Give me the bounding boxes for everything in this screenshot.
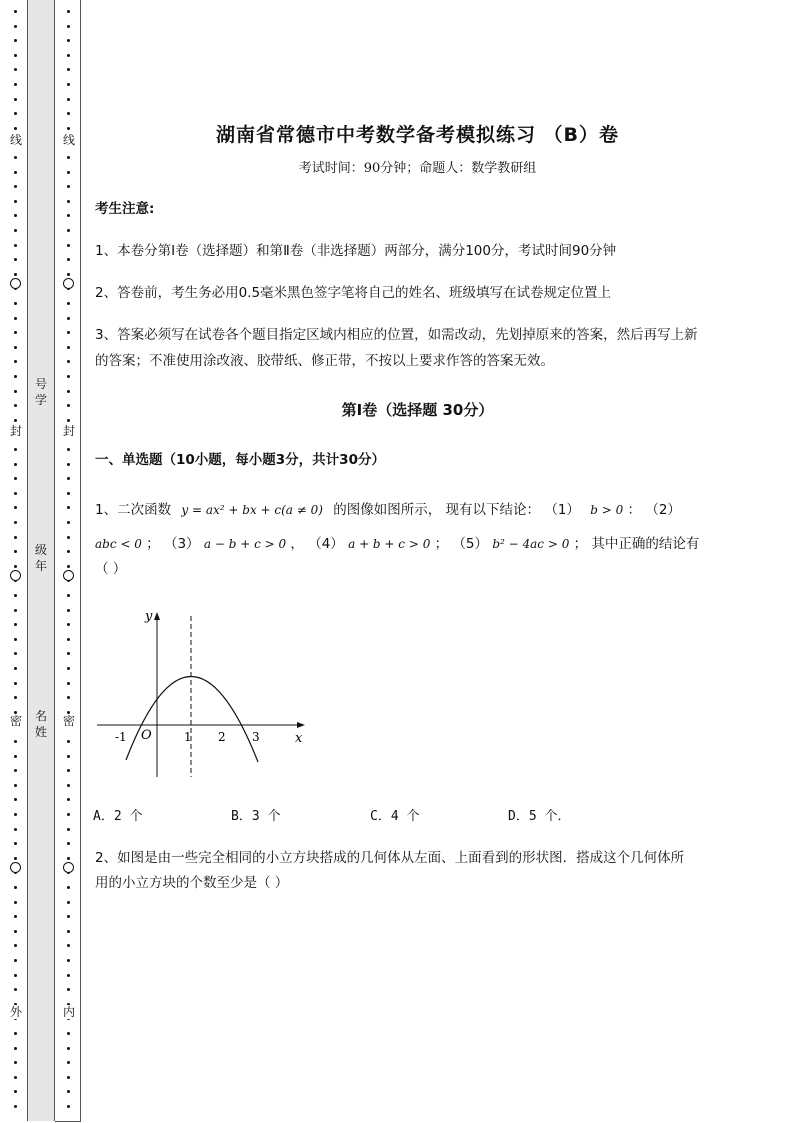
- seal-dot: [67, 1032, 70, 1035]
- seal-dot: [67, 83, 70, 86]
- part1-title: 第I卷（选择题 30分）: [341, 401, 494, 419]
- seal-dot: [67, 901, 70, 904]
- seal-dot: [67, 813, 70, 816]
- seal-dot: [67, 1061, 70, 1064]
- q1-cond-2: abc < 0: [95, 537, 142, 551]
- seal-dot: [14, 550, 17, 553]
- seal-dot: [67, 156, 70, 159]
- seal-dot: [14, 828, 17, 831]
- field-grade: [28, 542, 54, 574]
- q1-text-b: 的图像如图所示， 现有以下结论： （1）: [333, 502, 580, 518]
- seal-dot: [14, 39, 17, 42]
- seal-dot: [67, 609, 70, 612]
- seal-dot: [67, 346, 70, 349]
- inner-dotted-line: [62, 0, 76, 1123]
- field-name: [28, 708, 54, 740]
- notice-item-3: 3、答案必须写在试卷各个题目指定区域内相应的位置，如需改动，先划掉原来的答案，然后再写上新: [95, 327, 698, 343]
- seal-dot: [67, 828, 70, 831]
- seal-dot: [67, 39, 70, 42]
- seal-dot: [14, 769, 17, 772]
- seal-dot: [14, 974, 17, 977]
- seal-dot: [67, 740, 70, 743]
- seal-dot: [67, 915, 70, 918]
- seal-dot: [14, 667, 17, 670]
- seal-dot: [14, 755, 17, 758]
- seal-dot: [67, 448, 70, 451]
- seal-dot: [67, 1047, 70, 1050]
- inner-seal-char-1: 线: [62, 133, 75, 147]
- inner-seal-char-7: 内: [62, 1005, 75, 1019]
- tick-label-1: 1: [184, 730, 192, 744]
- question-1: [95, 497, 745, 523]
- inner-seal-char-3: 封: [62, 424, 75, 438]
- exam-subtitle: 考试时间：90分钟；命题人：数学教研组: [298, 161, 537, 176]
- seal-dot: [14, 302, 17, 305]
- seal-dot: [14, 696, 17, 699]
- field-char: 姓: [34, 725, 47, 739]
- seal-dot: [14, 25, 17, 28]
- seal-dot: [14, 127, 17, 130]
- seal-dot: [14, 375, 17, 378]
- seal-dot: [67, 842, 70, 845]
- q1-function: y = ax² + bx + c(a ≠ 0): [181, 503, 323, 517]
- seal-dot: [67, 360, 70, 363]
- y-axis-label: y: [145, 609, 153, 624]
- question-2-line-2: 用的小立方块的个数至少是（ ）: [95, 875, 289, 891]
- seal-dot: [67, 112, 70, 115]
- seal-dot: [67, 25, 70, 28]
- seal-dot: [14, 506, 17, 509]
- seal-dot: [67, 171, 70, 174]
- seal-dot: [14, 521, 17, 524]
- seal-dot: [14, 331, 17, 334]
- origin-label: O: [141, 728, 152, 743]
- seal-dot: [14, 959, 17, 962]
- seal-dot: [14, 1105, 17, 1108]
- seal-dot: [14, 1032, 17, 1035]
- q1-sep-4: ； （5）: [434, 536, 489, 552]
- seal-dot: [14, 200, 17, 203]
- seal-dot: [67, 492, 70, 495]
- seal-dot: [67, 258, 70, 261]
- seal-dot: [67, 477, 70, 480]
- outer-seal-char-5: 密: [9, 714, 22, 728]
- seal-dot: [14, 273, 17, 276]
- seal-dot: [14, 638, 17, 641]
- seal-dot: [14, 1061, 17, 1064]
- seal-dot: [14, 609, 17, 612]
- seal-dot: [14, 565, 17, 568]
- x-axis-label: x: [295, 731, 303, 746]
- seal-dot: [67, 244, 70, 247]
- q1-text-a: 1、二次函数: [95, 502, 172, 518]
- outer-seal-circle-2: [10, 570, 21, 581]
- q1-option-c[interactable]: C．4 个: [370, 809, 420, 824]
- q1-tail: ； 其中正确的结论有: [573, 536, 700, 552]
- seal-dot: [14, 463, 17, 466]
- q1-cond-5: b² − 4ac > 0: [492, 537, 570, 551]
- seal-dot: [67, 390, 70, 393]
- seal-dot: [67, 638, 70, 641]
- seal-dot: [67, 185, 70, 188]
- seal-dot: [14, 477, 17, 480]
- parabola-graph: [93, 602, 313, 782]
- seal-dot: [14, 944, 17, 947]
- seal-dot: [14, 156, 17, 159]
- seal-dot: [14, 652, 17, 655]
- outer-seal-circle-1: [10, 278, 21, 289]
- seal-dot: [14, 390, 17, 393]
- seal-dot: [14, 68, 17, 71]
- seal-dot: [14, 360, 17, 363]
- q1-sep-3: ， （4）: [290, 536, 344, 552]
- seal-dot: [67, 1105, 70, 1108]
- notice-heading: 考生注意:: [95, 201, 155, 217]
- inner-seal-line: [62, 0, 76, 1123]
- field-student-id: [28, 376, 54, 408]
- x-axis-arrow: [297, 722, 305, 728]
- seal-dot: [14, 98, 17, 101]
- seal-dot: [67, 54, 70, 57]
- seal-dot: [14, 492, 17, 495]
- seal-dot: [67, 229, 70, 232]
- q1-cond-1: b > 0: [590, 503, 624, 517]
- seal-dot: [67, 652, 70, 655]
- seal-dot: [67, 273, 70, 276]
- seal-dot: [67, 857, 70, 860]
- seal-dot: [14, 901, 17, 904]
- outer-seal-char-1: 线: [9, 133, 22, 147]
- seal-dot: [14, 813, 17, 816]
- seal-dot: [67, 798, 70, 801]
- notice-item-2: 2、答卷前，考生务必用0.5毫米黑色签字笔将自己的姓名、班级填写在试卷规定位置上: [95, 285, 612, 301]
- seal-dot: [67, 784, 70, 787]
- field-char: 学: [34, 393, 47, 407]
- tick-label-neg1: -1: [115, 730, 127, 744]
- seal-dot: [14, 258, 17, 261]
- seal-dot: [14, 185, 17, 188]
- parabola-curve: [126, 676, 258, 762]
- seal-dot: [14, 54, 17, 57]
- seal-dot: [14, 171, 17, 174]
- exam-title: 湖南省常德市中考数学备考模拟练习 （B）卷: [215, 124, 620, 146]
- seal-dot: [14, 244, 17, 247]
- seal-dot: [14, 229, 17, 232]
- seal-dot: [14, 448, 17, 451]
- q1-sep-2: ； （3）: [146, 536, 200, 552]
- field-char: 号: [34, 377, 47, 391]
- seal-dot: [67, 959, 70, 962]
- notice-item-3-cont: 的答案；不准使用涂改液、胶带纸、修正带，不按以上要求作答的答案无效。: [95, 353, 554, 369]
- seal-dot: [67, 10, 70, 13]
- notice-item-1: 1、本卷分第I卷（选择题）和第Ⅱ卷（非选择题）两部分，满分100分，考试时间90分钟: [95, 243, 617, 259]
- outer-seal-char-7: 外: [9, 1005, 22, 1019]
- seal-dot: [67, 506, 70, 509]
- seal-dot: [14, 842, 17, 845]
- seal-dot: [67, 974, 70, 977]
- seal-dot: [14, 886, 17, 889]
- seal-dot: [67, 127, 70, 130]
- seal-dot: [67, 375, 70, 378]
- seal-dot: [14, 988, 17, 991]
- q1-option-d[interactable]: D．5 个．: [508, 809, 571, 824]
- seal-dot: [14, 317, 17, 320]
- inner-seal-circle-1: [63, 278, 74, 289]
- seal-dot: [67, 930, 70, 933]
- field-char: 年: [34, 559, 47, 573]
- seal-dot: [67, 214, 70, 217]
- seal-dot: [14, 930, 17, 933]
- seal-dot: [14, 404, 17, 407]
- seal-dot: [14, 740, 17, 743]
- seal-dot: [67, 682, 70, 685]
- seal-dot: [67, 404, 70, 407]
- seal-dot: [67, 988, 70, 991]
- seal-dot: [14, 419, 17, 422]
- seal-dot: [67, 536, 70, 539]
- seal-dot: [67, 886, 70, 889]
- question-1-line-2: [95, 531, 745, 557]
- q1-answer-blank: （ ）: [95, 561, 127, 577]
- seal-dot: [14, 857, 17, 860]
- seal-dot: [67, 331, 70, 334]
- seal-dot: [67, 667, 70, 670]
- outer-seal-char-3: 封: [9, 424, 22, 438]
- seal-dot: [67, 317, 70, 320]
- seal-dot: [67, 1076, 70, 1079]
- seal-dot: [14, 536, 17, 539]
- seal-dot: [14, 682, 17, 685]
- inner-seal-circle-2: [63, 570, 74, 581]
- seal-dot: [67, 419, 70, 422]
- seal-dot: [14, 112, 17, 115]
- seal-dot: [14, 594, 17, 597]
- question-2-line-1: 2、如图是由一些完全相同的小立方块搭成的几何体从左面、上面看到的形状图．搭成这个几何体所: [95, 850, 685, 866]
- seal-dot: [67, 623, 70, 626]
- seal-dot: [67, 565, 70, 568]
- seal-dot: [67, 696, 70, 699]
- seal-dot: [14, 798, 17, 801]
- outer-seal-circle-3: [10, 862, 21, 873]
- outer-dotted-line: [9, 0, 23, 1123]
- student-info-strip: [27, 0, 55, 1121]
- field-char: 名: [34, 709, 47, 723]
- seal-dot: [14, 1090, 17, 1093]
- seal-dot: [14, 1047, 17, 1050]
- seal-dot: [14, 346, 17, 349]
- seal-dot: [14, 1076, 17, 1079]
- field-char: 级: [34, 543, 47, 557]
- seal-dot: [67, 98, 70, 101]
- seal-dot: [67, 769, 70, 772]
- section-heading: 一、单选题（10小题，每小题3分，共计30分）: [95, 452, 385, 468]
- inner-seal-char-5: 密: [62, 714, 75, 728]
- seal-dot: [67, 200, 70, 203]
- seal-dot: [14, 83, 17, 86]
- seal-dot: [67, 463, 70, 466]
- seal-dot: [67, 944, 70, 947]
- seal-dot: [14, 214, 17, 217]
- seal-dot: [14, 915, 17, 918]
- seal-dot: [14, 623, 17, 626]
- q1-cond-3: a − b + c > 0: [203, 537, 287, 551]
- seal-dot: [67, 550, 70, 553]
- seal-dot: [67, 68, 70, 71]
- seal-dot: [67, 594, 70, 597]
- seal-dot: [67, 755, 70, 758]
- y-axis-arrow: [154, 612, 160, 620]
- seal-dot: [14, 784, 17, 787]
- q1-sep-1: ： （2）: [627, 502, 681, 518]
- seal-dot: [14, 10, 17, 13]
- q1-option-b[interactable]: B．3 个: [231, 809, 281, 824]
- tick-label-2: 2: [218, 730, 226, 744]
- tick-label-3: 3: [252, 730, 260, 744]
- seal-dot: [67, 521, 70, 524]
- q1-cond-4: a + b + c > 0: [348, 537, 431, 551]
- outer-seal-line: [9, 0, 23, 1123]
- seal-dot: [67, 302, 70, 305]
- inner-seal-circle-3: [63, 862, 74, 873]
- q1-option-a[interactable]: A．2 个: [93, 809, 143, 824]
- seal-dot: [67, 1090, 70, 1093]
